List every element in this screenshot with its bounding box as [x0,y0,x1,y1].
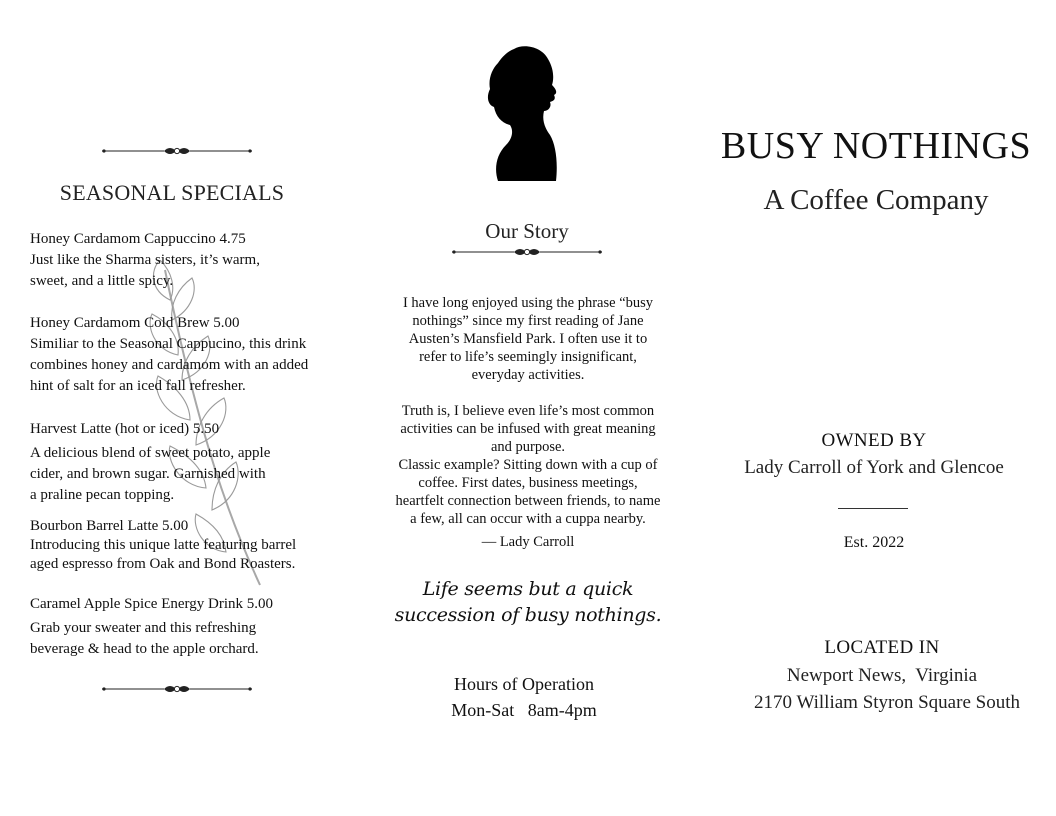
located-in-label: LOCATED IN [824,637,940,658]
menu-item [30,229,360,292]
menu-item-name: Caramel Apple Spice Energy Drink 5.00 [30,596,274,612]
menu-item [30,594,360,660]
established-year: Est. 2022 [843,534,905,551]
hours-value: Mon-Sat 8am-4pm [451,700,597,720]
brand-subtitle: A Coffee Company [763,184,989,216]
ornamental-divider-icon [450,245,604,259]
hours-title: Hours of Operation [454,674,594,694]
menu-item-description: Similiar to the Seasonal Cappucino, this drink combines honey and cardamom with an added hint of salt for an iced fall refresher. [30,336,309,394]
menu-item-name: Harvest Latte (hot or iced) 5.50 [30,421,220,437]
ornamental-divider-icon [100,682,254,696]
menu-item-name: Honey Cardamom Cold Brew 5.00 [30,315,240,331]
owned-by-label: OWNED BY [821,430,927,451]
menu-item-description: Just like the Sharma sisters, it’s warm, sweet, and a little spicy. [30,252,260,289]
our-story-title: Our Story [485,219,569,243]
menu-item-description: Grab your sweater and this refreshing beverage & head to the apple orchard. [30,620,259,657]
brand-title: BUSY NOTHINGS [720,125,1032,167]
menu-item-description: A delicious blend of sweet potato, apple cider, and brown sugar. Garnished with a praline pecan topping. [30,445,271,503]
menu-item-name: Honey Cardamom Cappuccino 4.75 [30,231,246,247]
story-paragraph: Truth is, I believe even life’s most common activities can be infused with great meaning and purpose. Classic example? Sitting down with a cup of coffee. First dates, business meetings, heartfelt connection between friends, to name a few, all can occur with a cuppa nearby. [395,403,661,527]
menu-item-name: Bourbon Barrel Latte 5.00 [30,518,189,534]
divider-rule [838,508,908,509]
menu-item [30,419,360,506]
seasonal-specials-title: SEASONAL SPECIALS [59,180,285,205]
story-signature: — Lady Carroll [481,534,575,550]
owner-name: Lady Carroll of York and Glencoe [744,457,1004,478]
story-paragraph: I have long enjoyed using the phrase “busy nothings” since my first reading of Jane Austen’s Mansfield Park. I often use it to refer to life’s seemingly insignificant, everyday activities. [402,295,654,383]
script-quote: Life seems but a quick succession of busy nothings. [394,578,662,626]
menu-item-description: Introducing this unique latte featuring barrel aged espresso from Oak and Bond Roasters. [30,537,297,572]
menu-item [30,313,360,397]
woman-silhouette-icon [484,45,564,185]
location-city: Newport News, Virginia [786,665,978,686]
menu-item [30,517,360,574]
ornamental-divider-icon [100,144,254,158]
location-address: 2170 William Styron Square South [754,692,1020,713]
